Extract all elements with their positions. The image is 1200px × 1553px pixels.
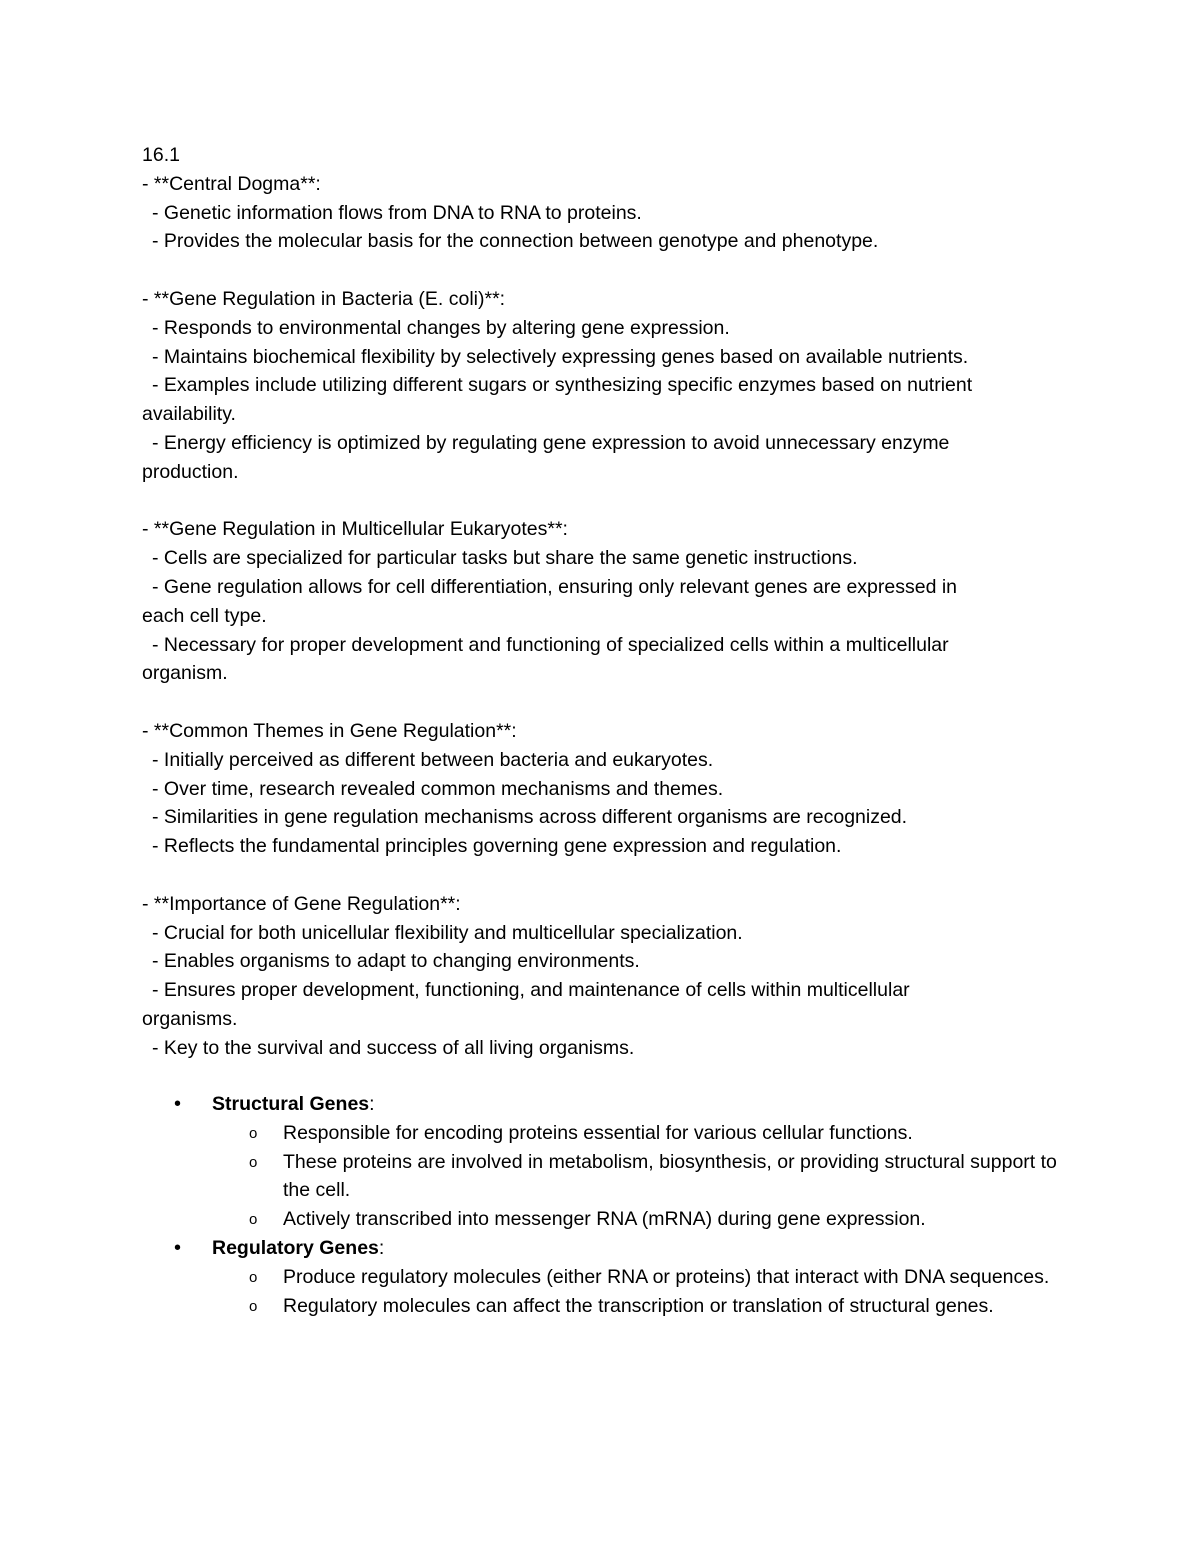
section-line: - Similarities in gene regulation mechanisms across different organisms are recognized. [152,806,908,829]
section-line: - Crucial for both unicellular flexibility and multicellular specialization. [152,921,743,944]
bullet-icon: • [174,1236,182,1259]
page-heading: 16.1 [142,144,180,166]
section-line: - Over time, research revealed common mechanisms and themes. [152,777,724,800]
section-line: - Provides the molecular basis for the connection between genotype and phenotype. [152,230,879,253]
sub-bullet-text: Produce regulatory molecules (either RNA or proteins) that interact with DNA sequences. [283,1265,1050,1288]
section-line: - Responds to environmental changes by altering gene expression. [152,316,730,339]
bullet-item-structural-genes [142,1090,1062,1119]
section-line: - Gene regulation allows for cell differentiation, ensuring only relevant genes are expressed in [152,575,958,598]
section-title: - **Common Themes in Gene Regulation**: [142,719,517,742]
section-line: - Enables organisms to adapt to changing environments. [152,950,640,973]
sub-bullet-text: Regulatory molecules can affect the transcription or translation of structural genes. [283,1294,994,1317]
bullet-label: Structural Genes [212,1093,370,1115]
section-line: - Initially perceived as different between bacteria and eukaryotes. [152,748,714,771]
sub-bullet-icon: o [249,1297,258,1315]
section-line: - Cells are specialized for particular tasks but share the same genetic instructions. [152,547,858,570]
section-line-continuation: organism. [142,662,228,685]
section-line: - Ensures proper development, functioning, and maintenance of cells within multicellular [152,979,910,1002]
bullet-label-suffix: : [378,1236,385,1259]
blank-line [142,487,1062,516]
blank-line [142,256,1062,285]
section-title: - **Importance of Gene Regulation**: [142,892,461,915]
section-line-continuation: production. [142,460,239,483]
sub-bullet-icon: o [249,1211,258,1229]
bullet-label: Regulatory Genes [212,1236,379,1259]
sub-bullet-text: These proteins are involved in metabolism, biosynthesis, or providing structural support to the cell. [283,1150,1057,1202]
section-line: - Genetic information flows from DNA to RNA to proteins. [152,201,642,224]
section-line: - Necessary for proper development and functioning of specialized cells within a multicellular [152,633,949,656]
sub-bullet-text: Actively transcribed into messenger RNA (mRNA) during gene expression. [283,1208,926,1231]
section-line: - Maintains biochemical flexibility by selectively expressing genes based on available nutrients. [152,345,969,368]
sub-bullet-text: Responsible for encoding proteins essential for various cellular functions. [283,1121,913,1144]
sub-bullet-icon: o [249,1268,258,1286]
section-line: - Energy efficiency is optimized by regulating gene expression to avoid unnecessary enzyme [152,431,950,454]
gene-types-list [142,1090,1062,1320]
bullet-icon: • [174,1093,182,1115]
sub-bullet-item [142,1148,1062,1206]
sub-bullet-item [142,1205,1062,1234]
section-title: - **Gene Regulation in Multicellular Eukaryotes**: [142,518,568,541]
document-body [142,141,1062,1063]
sub-bullet-icon: o [249,1153,258,1171]
bullet-label-suffix: : [369,1093,375,1115]
bullet-item-regulatory-genes [142,1234,1062,1263]
section-title: - **Gene Regulation in Bacteria (E. coli)**: [142,287,506,310]
section-title: - **Central Dogma**: [142,172,321,195]
sub-bullet-item [142,1292,1062,1321]
sub-bullet-item [142,1119,1062,1148]
section-line-continuation: organisms. [142,1007,238,1030]
section-line: - Key to the survival and success of all living organisms. [152,1036,635,1059]
blank-line [142,861,1062,890]
section-line: - Reflects the fundamental principles governing gene expression and regulation. [152,835,842,858]
section-line-continuation: each cell type. [142,604,267,627]
section-line-continuation: availability. [142,403,236,426]
sub-bullet-item [142,1263,1062,1292]
blank-line [142,688,1062,717]
sub-bullet-icon: o [249,1124,258,1142]
section-line: - Examples include utilizing different sugars or synthesizing specific enzymes based on nutrient [152,374,973,397]
